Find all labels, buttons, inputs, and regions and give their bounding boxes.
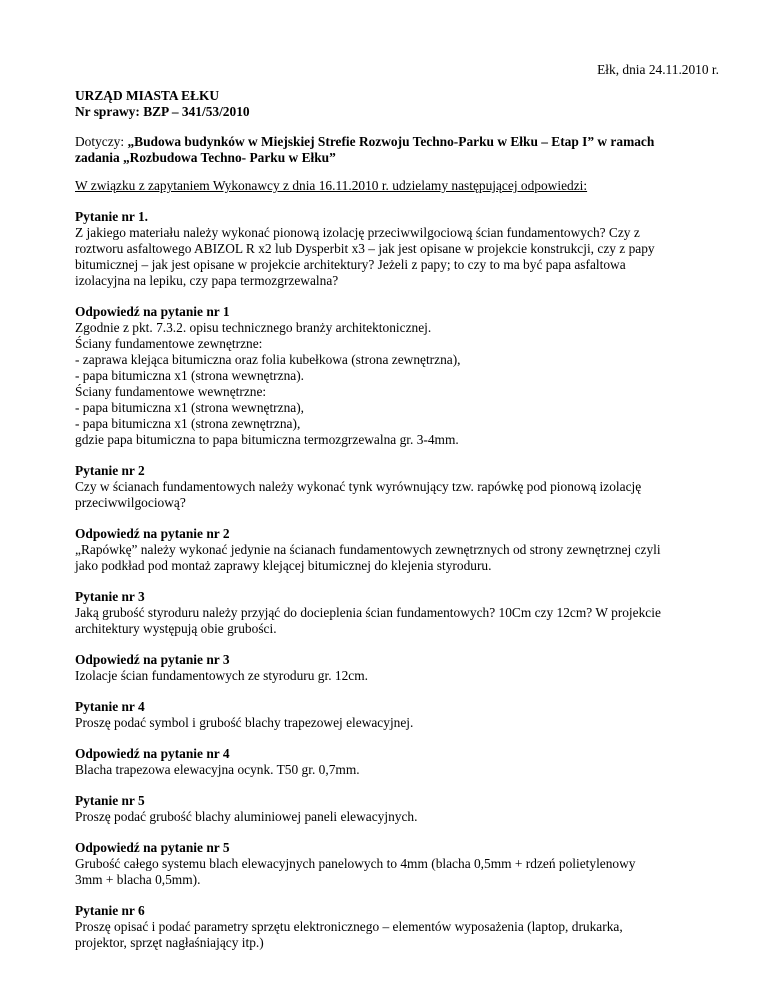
question-heading: Pytanie nr 6 bbox=[75, 903, 145, 918]
question-text-line: Proszę podać symbol i grubość blachy trapezowej elewacyjnej. bbox=[75, 715, 414, 730]
answer-text-line: - papa bitumiczna x1 (strona zewnętrzna), bbox=[75, 416, 301, 431]
question-heading: Pytanie nr 2 bbox=[75, 463, 145, 478]
answer-block bbox=[75, 746, 715, 778]
question-text-line: Jaką grubość styroduru należy przyjąć do docieplenia ścian fundamentowych? 10Cm czy 12cm? W projekcie bbox=[75, 605, 661, 620]
office-name: URZĄD MIASTA EŁKU bbox=[75, 88, 220, 103]
question-text-line: Z jakiego materiału należy wykonać pionową izolację przeciwwilgociową ścian fundamentowych? Czy z bbox=[75, 225, 640, 240]
question-text-line: izolacyjna na lepiku, czy papa termozgrzewalna? bbox=[75, 273, 339, 288]
subject-prefix: Dotyczy: bbox=[75, 134, 128, 149]
question-heading: Pytanie nr 1. bbox=[75, 209, 149, 224]
answer-text-line: - papa bitumiczna x1 (strona wewnętrzna), bbox=[75, 400, 305, 415]
question-text-line: przeciwwilgociową? bbox=[75, 495, 186, 510]
question-block bbox=[75, 903, 715, 951]
answer-block bbox=[75, 840, 715, 888]
answer-text-line: „Rapówkę” należy wykonać jedynie na ścianach fundamentowych zewnętrznych od strony zewnętrznej czyli bbox=[75, 542, 661, 557]
question-heading: Pytanie nr 4 bbox=[75, 699, 145, 714]
answer-text-line: - zaprawa klejąca bitumiczna oraz folia kubełkowa (strona zewnętrzna), bbox=[75, 352, 461, 367]
answer-heading: Odpowiedź na pytanie nr 4 bbox=[75, 746, 230, 761]
answer-block bbox=[75, 526, 715, 574]
answer-text-line: gdzie papa bitumiczna to papa bitumiczna termozgrzewalna gr. 3-4mm. bbox=[75, 432, 459, 447]
answer-text-line: 3mm + blacha 0,5mm). bbox=[75, 872, 201, 887]
answer-heading: Odpowiedź na pytanie nr 5 bbox=[75, 840, 230, 855]
question-block bbox=[75, 793, 715, 825]
question-block bbox=[75, 589, 715, 637]
question-heading: Pytanie nr 5 bbox=[75, 793, 145, 808]
answer-text-line: Izolacje ścian fundamentowych ze styroduru gr. 12cm. bbox=[75, 668, 369, 683]
answer-text-line: Ściany fundamentowe wewnętrzne: bbox=[75, 384, 267, 399]
answer-block bbox=[75, 304, 715, 448]
question-block bbox=[75, 209, 715, 289]
answer-text-line: Zgodnie z pkt. 7.3.2. opisu technicznego branży architektonicznej. bbox=[75, 320, 432, 335]
answer-text-line: Grubość całego systemu blach elewacyjnych panelowych to 4mm (blacha 0,5mm + rdzeń polietylenowy bbox=[75, 856, 636, 871]
subject-title-2: zadania „Rozbudowa Techno- Parku w Ełku” bbox=[75, 150, 336, 165]
answer-heading: Odpowiedź na pytanie nr 3 bbox=[75, 652, 230, 667]
qa-blocks bbox=[75, 209, 715, 951]
question-block bbox=[75, 463, 715, 511]
date-line: Ełk, dnia 24.11.2010 r. bbox=[597, 62, 719, 77]
intro-text: W związku z zapytaniem Wykonawcy z dnia 16.11.2010 r. udzielamy następującej odpowiedzi: bbox=[75, 178, 588, 193]
answer-text-line: Ściany fundamentowe zewnętrzne: bbox=[75, 336, 263, 351]
question-text-line: projektor, sprzęt nagłaśniający itp.) bbox=[75, 935, 264, 950]
answer-text-line: - papa bitumiczna x1 (strona wewnętrzna). bbox=[75, 368, 305, 383]
question-block bbox=[75, 699, 715, 731]
question-text-line: Proszę podać grubość blachy aluminiowej paneli elewacyjnych. bbox=[75, 809, 418, 824]
question-text-line: bitumicznej – jak jest opisane w projekcie architektury? Jeżeli z papy; to czy to ma być papa asfaltowa bbox=[75, 257, 626, 272]
subject bbox=[75, 134, 715, 166]
answer-text-line: Blacha trapezowa elewacyjna ocynk. T50 gr. 0,7mm. bbox=[75, 762, 360, 777]
answer-heading: Odpowiedź na pytanie nr 1 bbox=[75, 304, 230, 319]
answer-heading: Odpowiedź na pytanie nr 2 bbox=[75, 526, 230, 541]
question-text-line: architektury występują obie grubości. bbox=[75, 621, 277, 636]
subject-line-1 bbox=[75, 134, 715, 150]
question-heading: Pytanie nr 3 bbox=[75, 589, 145, 604]
case-number: Nr sprawy: BZP – 341/53/2010 bbox=[75, 104, 250, 119]
question-text-line: Czy w ścianach fundamentowych należy wykonać tynk wyrównujący tzw. rapówkę pod pionową izolację bbox=[75, 479, 642, 494]
subject-title-1: „Budowa budynków w Miejskiej Strefie Rozwoju Techno-Parku w Ełku – Etap I” w ramach bbox=[127, 134, 655, 149]
answer-text-line: jako podkład pod montaż zaprawy klejącej bitumicznej do klejenia styroduru. bbox=[75, 558, 492, 573]
answer-block bbox=[75, 652, 715, 684]
question-text-line: roztworu asfaltowego ABIZOL R x2 lub Dysperbit x3 – jak jest opisane w projekcie konstrukcji, czy z papy bbox=[75, 241, 655, 256]
question-text-line: Proszę opisać i podać parametry sprzętu elektronicznego – elementów wyposażenia (laptop, drukarka, bbox=[75, 919, 623, 934]
document-page bbox=[75, 62, 719, 951]
